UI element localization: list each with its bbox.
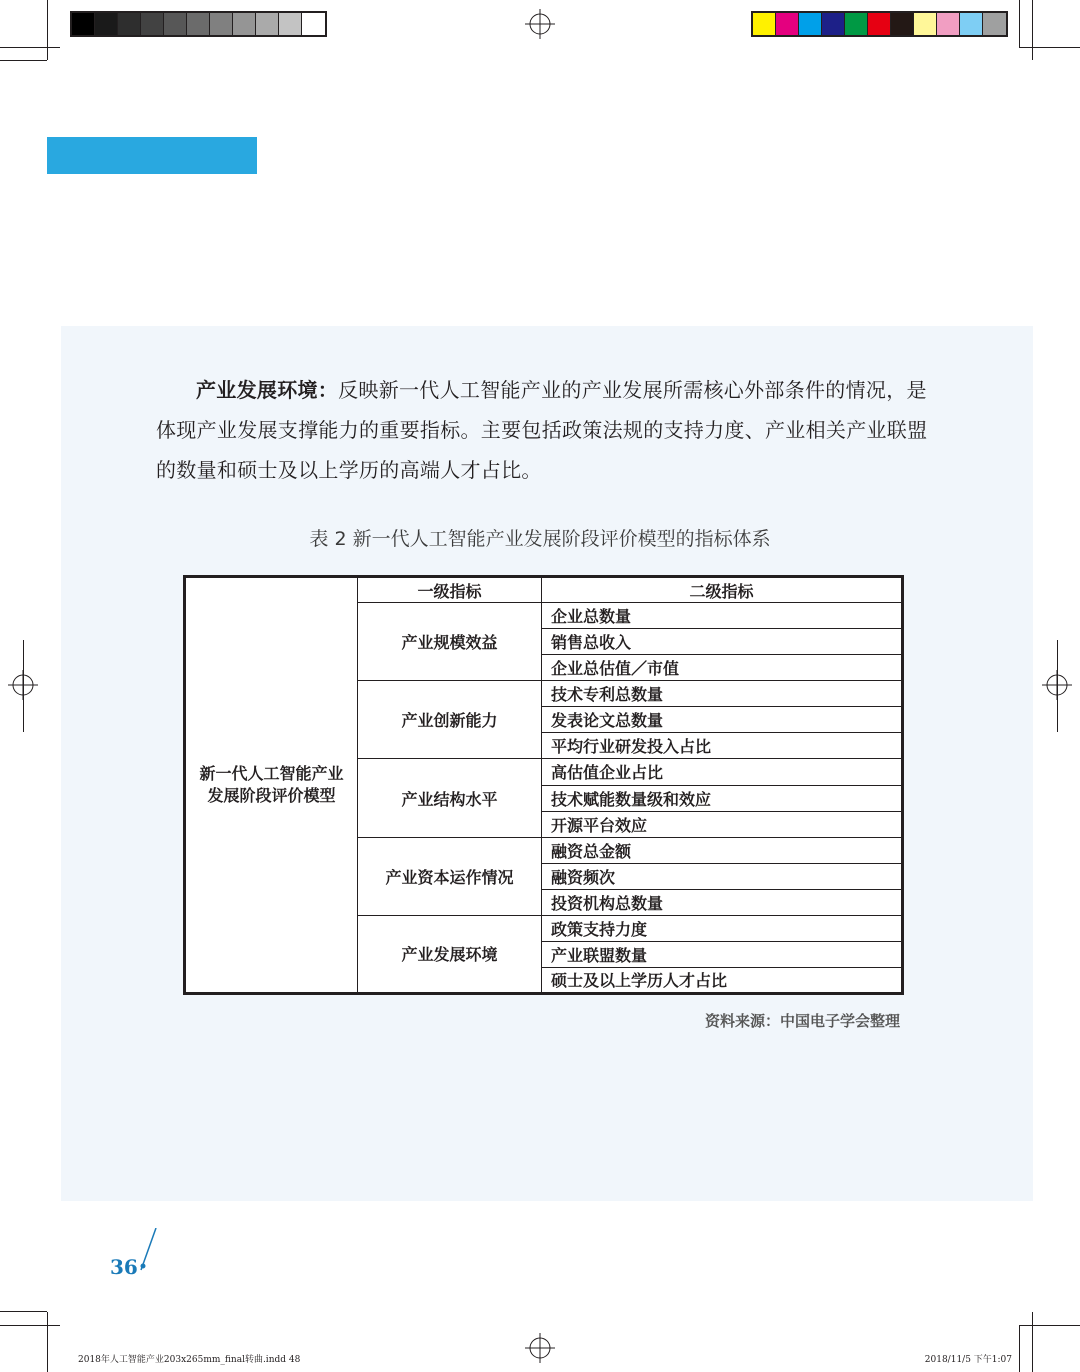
gray-swatch [256,13,279,35]
level2-indicator: 平均行业研发投入占比 [542,733,903,759]
registration-mark-top [525,9,555,39]
color-swatch [845,13,868,35]
crop-mark [1057,640,1058,732]
gray-swatch [95,13,118,35]
page-number-slash-icon [138,1228,160,1280]
level2-indicator: 融资频次 [542,863,903,889]
gray-swatch [210,13,233,35]
section-accent-bar [47,137,257,174]
gray-swatch [233,13,256,35]
grayscale-swatch-strip [70,11,327,37]
table-caption: 表 2 新一代人工智能产业发展阶段评价模型的指标体系 [309,528,771,550]
table-header-row [185,577,903,603]
gray-swatch [279,13,302,35]
crop-mark [1032,1312,1033,1372]
footer-filename: 2018年人工智能产业203x265mm_final转曲.indd 48 [78,1355,301,1365]
paragraph-lead: 产业发展环境： [196,378,339,402]
color-swatch [914,13,937,35]
level2-indicator: 技术赋能数量级和效应 [542,785,903,811]
registration-mark-bottom [525,1333,555,1363]
level2-indicator: 投资机构总数量 [542,889,903,915]
gray-swatch [118,13,141,35]
level2-indicator: 企业总估值／市值 [542,655,903,681]
header-level1: 一级指标 [358,577,542,603]
crop-mark [1020,1325,1080,1326]
paragraph-body: 反映新一代人工智能产业的产业发展所需核心外部条件的情况，是体现产业发展支撑能力的重要指标。主要包括政策法规的支持力度、产业相关产业联盟的数量和硕士及以上学历的高端人才占比。 [156,378,928,482]
level2-indicator: 开源平台效应 [542,811,903,837]
color-swatch [799,13,822,35]
crop-mark [1020,47,1080,48]
crop-mark [23,640,24,732]
footer-date: 2018/11/5 下午1:07 [924,1355,1012,1365]
gray-swatch [72,13,95,35]
color-swatch [776,13,799,35]
color-swatch [937,13,960,35]
model-name-cell [185,577,358,994]
color-swatch [983,13,1006,35]
header-level2: 二级指标 [542,577,903,603]
level2-indicator: 融资总金额 [542,837,903,863]
level2-indicator: 政策支持力度 [542,915,903,941]
table-source: 资料来源：中国电子学会整理 [704,1012,900,1030]
level1-indicator: 产业发展环境 [358,915,542,993]
level2-indicator: 企业总数量 [542,603,903,629]
level1-indicator: 产业资本运作情况 [358,837,542,915]
model-name-line: 新一代人工智能产业 [199,764,344,783]
crop-mark [0,1311,47,1312]
gray-swatch [302,13,325,35]
level2-indicator: 发表论文总数量 [542,707,903,733]
crop-mark [1032,0,1033,60]
level2-indicator: 技术专利总数量 [542,681,903,707]
color-swatch [891,13,914,35]
level2-indicator: 高估值企业占比 [542,759,903,785]
level2-indicator: 销售总收入 [542,629,903,655]
crop-mark [47,0,48,60]
color-swatch [868,13,891,35]
color-swatch-strip [751,11,1008,37]
model-name-line: 发展阶段评价模型 [207,786,336,805]
color-swatch [822,13,845,35]
page-number: 36 [110,1255,138,1279]
gray-swatch [141,13,164,35]
crop-mark [1019,0,1020,48]
crop-mark [47,1312,48,1372]
crop-mark [1019,1325,1020,1372]
level1-indicator: 产业创新能力 [358,681,542,759]
color-swatch [753,13,776,35]
crop-mark [0,60,47,61]
color-swatch [960,13,983,35]
indicator-table [183,575,901,995]
gray-swatch [164,13,187,35]
level1-indicator: 产业结构水平 [358,759,542,837]
level2-indicator: 硕士及以上学历人才占比 [542,967,903,993]
level2-indicator: 产业联盟数量 [542,941,903,967]
body-paragraph [156,370,936,490]
crop-mark [0,47,60,48]
level1-indicator: 产业规模效益 [358,603,542,681]
crop-mark [0,1325,60,1326]
gray-swatch [187,13,210,35]
